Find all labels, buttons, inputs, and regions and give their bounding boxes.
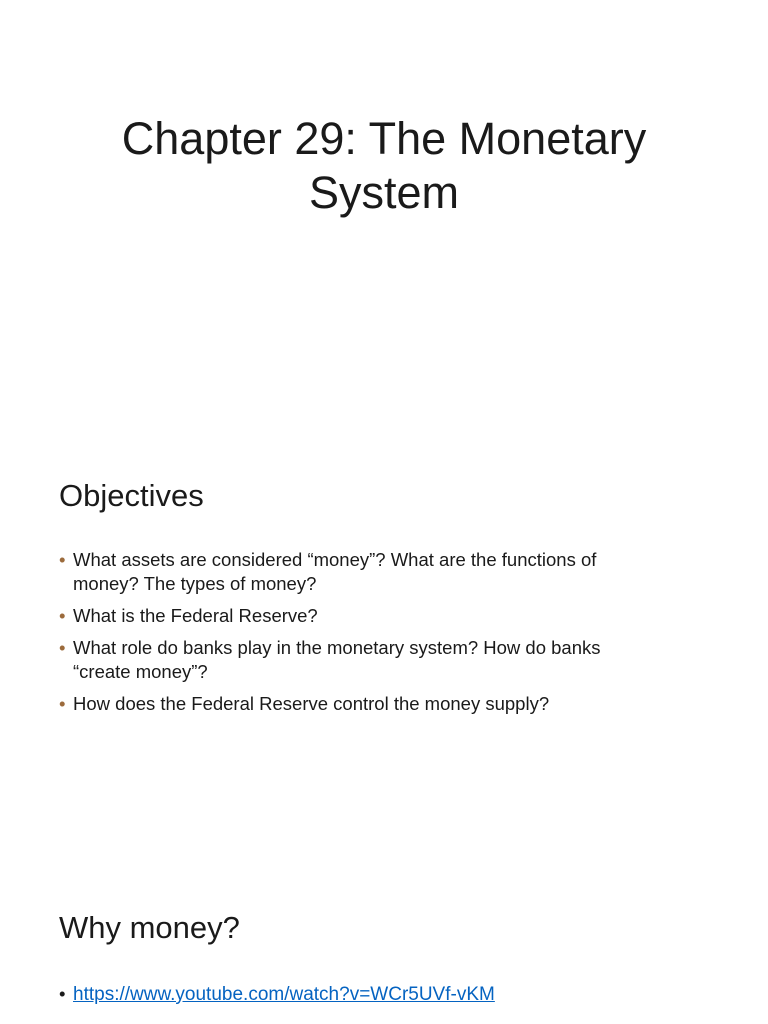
bullet-icon: •: [59, 693, 66, 714]
why-money-slide: [0, 860, 768, 1024]
bullet-icon: •: [59, 549, 66, 570]
list-item: [59, 982, 699, 1007]
list-item-text: What is the Federal Reserve?: [73, 605, 318, 626]
list-item-text: How does the Federal Reserve control the money supply?: [73, 693, 550, 714]
list-item: [59, 636, 699, 684]
bullet-icon: •: [59, 637, 66, 658]
slide-title: [40, 112, 728, 220]
bullet-icon: •: [59, 605, 66, 626]
slide-title-line-2: System: [308, 167, 460, 218]
bullet-icon: •: [59, 983, 66, 1004]
list-item-text: “create money”?: [73, 661, 208, 682]
list-item-text: money? The types of money?: [73, 573, 317, 594]
list-item-text: What role do banks play in the monetary system? How do banks: [73, 637, 601, 658]
objectives-list: [59, 548, 699, 724]
list-item: [59, 604, 699, 628]
links-list: [59, 982, 699, 1015]
title-slide: [0, 0, 768, 430]
objectives-slide: [0, 430, 768, 860]
why-money-heading: Why money?: [59, 910, 240, 945]
list-item: [59, 692, 699, 716]
slide-title-line-1: Chapter 29: The Monetary: [121, 113, 647, 164]
youtube-link[interactable]: https://www.youtube.com/watch?v=WCr5UVf-vKM: [73, 984, 495, 1005]
list-item: [59, 548, 699, 596]
objectives-heading: Objectives: [59, 478, 204, 513]
list-item-text: What assets are considered “money”? What are the functions of: [73, 549, 597, 570]
